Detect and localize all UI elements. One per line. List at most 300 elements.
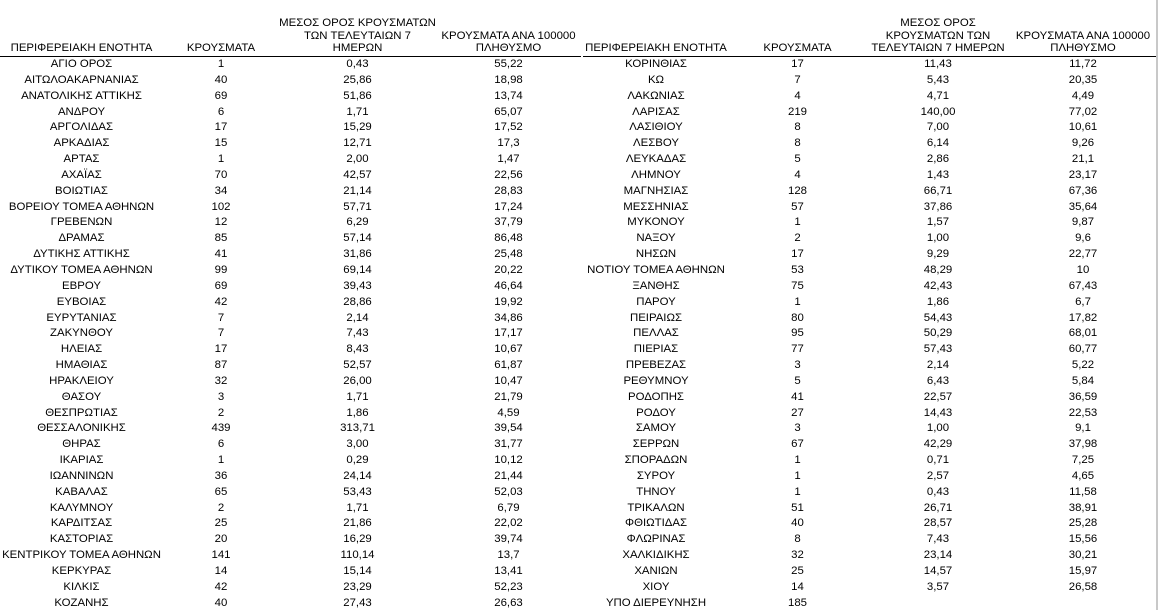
cases-cell: 102 [211,200,231,213]
table-row [0,406,581,422]
region-cell: ΦΛΩΡΙΝΑΣ [626,533,686,546]
region-cell: ΛΕΥΚΑΔΑΣ [625,153,687,166]
avg-7-days-cell: 14,43 [923,406,953,419]
per-100k-cell: 9,6 [1075,232,1091,245]
table-row [0,342,581,358]
per-100k-cell: 9,1 [1075,422,1091,435]
avg-7-days-cell: 1,71 [346,105,369,118]
per-100k-cell: 86,48 [494,232,523,245]
table-row [583,247,1156,263]
per-100k-cell: 13,7 [497,549,520,562]
table-row [0,326,581,342]
cases-cell: 75 [791,279,804,292]
table-row [0,421,581,437]
avg-7-days-cell: 12,71 [343,137,372,150]
table-row [0,200,581,216]
avg-7-days-cell: 7,00 [926,121,950,134]
table-row [0,247,581,263]
table-row [583,342,1156,358]
per-100k-cell: 37,79 [494,216,523,229]
avg-7-days-cell: 6,43 [926,374,950,387]
region-cell: ΔΡΑΜΑΣ [58,232,105,245]
per-100k-cell: 31,77 [494,438,523,451]
region-cell: ΕΒΡΟΥ [62,279,101,292]
region-cell: ΕΥΡΥΤΑΝΙΑΣ [46,311,117,324]
cases-cell: 42 [214,295,228,308]
table-row [583,279,1156,295]
per-100k-cell: 26,58 [1068,580,1098,593]
avg-7-days-cell: 1,00 [926,232,950,245]
table-row [583,516,1156,532]
avg-7-days-cell: 2,14 [346,311,369,324]
table-row [583,532,1156,548]
cases-cell: 3 [794,422,801,435]
cases-cell: 5 [794,153,801,166]
table-row [0,279,581,295]
avg-7-days-cell: 0,43 [346,58,369,70]
avg-7-days-cell [866,596,1010,612]
cases-cell: 439 [211,422,231,435]
cases-cell: 1 [794,454,801,467]
table-row [583,358,1156,374]
header-cases-per-100k: ΚΡΟΥΣΜΑΤΑ ΑΝΑ 100000 ΠΛΗΘΥΣΜΟ [1010,10,1156,57]
table-row [583,596,1156,612]
cases-cell: 67 [791,438,804,451]
table-row [0,564,581,580]
per-100k-cell: 22,77 [1068,248,1098,261]
region-cell: ΒΟΙΩΤΙΑΣ [55,184,108,197]
region-cell: ΑΝΑΤΟΛΙΚΗΣ ΑΤΤΙΚΗΣ [21,89,142,102]
cases-cell: 51 [791,501,804,514]
avg-7-days-cell: 16,29 [343,533,372,546]
table-row [0,120,581,136]
region-cell: ΠΕΛΛΑΣ [633,327,679,340]
table-row [0,105,581,121]
cases-cell: 5 [794,374,801,387]
cases-cell: 7 [217,311,225,324]
table-row [583,453,1156,469]
region-cell: ΧΑΝΙΩΝ [634,565,678,577]
table-row [0,89,581,105]
avg-7-days-cell: 2,00 [346,153,369,166]
avg-7-days-cell: 21,14 [343,184,372,197]
per-100k-cell: 10,61 [1068,121,1098,134]
cases-cell: 1 [217,454,225,467]
table-row [583,263,1156,279]
table-row [0,469,581,485]
region-cell: ΑΡΚΑΔΙΑΣ [53,137,110,150]
table-row [0,374,581,390]
per-100k-cell: 9,87 [1071,216,1095,229]
table-row [583,469,1156,485]
cases-cell: 1 [217,58,225,70]
avg-7-days-cell: 0,71 [926,454,950,467]
avg-7-days-cell: 1,00 [926,422,950,435]
region-cell: ΚΕΡΚΥΡΑΣ [51,565,112,577]
cases-table-left [0,10,581,612]
per-100k-cell [1010,596,1156,612]
cases-cell: 3 [217,390,225,403]
table-header-row [583,10,1156,57]
region-cell: ΝΑΞΟΥ [636,232,676,245]
region-cell: ΜΕΣΣΗΝΙΑΣ [623,200,689,213]
avg-7-days-cell: 4,71 [926,89,950,102]
table-row [583,311,1156,327]
per-100k-cell: 5,22 [1071,359,1095,372]
region-cell: ΛΕΣΒΟΥ [633,137,679,150]
avg-7-days-cell: 26,71 [923,501,953,514]
avg-7-days-cell: 2,14 [926,359,950,372]
cases-cell: 8 [794,533,801,546]
table-row [583,437,1156,453]
region-cell: ΡΕΘΥΜΝΟΥ [623,374,689,387]
per-100k-cell: 21,1 [1071,153,1095,166]
table-row [0,501,581,517]
per-100k-cell: 5,84 [1071,374,1095,387]
region-cell: ΚΑΣΤΟΡΙΑΣ [49,533,114,546]
cases-cell: 41 [214,248,228,261]
region-cell: ΘΕΣΠΡΩΤΙΑΣ [45,406,118,419]
avg-7-days-cell: 42,57 [343,168,372,181]
table-row [0,453,581,469]
per-100k-cell: 10,47 [494,374,523,387]
per-100k-cell: 15,56 [1068,533,1098,546]
per-100k-cell: 17,52 [494,121,523,134]
cases-cell: 2 [794,232,801,245]
avg-7-days-cell: 26,00 [343,374,372,387]
region-cell: ΑΧΑΪΑΣ [61,168,102,181]
avg-7-days-cell: 5,43 [926,73,950,86]
region-cell: ΚΕΝΤΡΙΚΟΥ ΤΟΜΕΑ ΑΘΗΝΩΝ [2,549,161,562]
per-100k-cell: 15,97 [1068,565,1098,577]
avg-7-days-cell: 25,86 [343,73,372,86]
table-row [0,215,581,231]
avg-7-days-cell: 48,29 [923,263,953,276]
per-100k-cell: 11,72 [1069,58,1097,70]
cases-cell: 6 [217,438,225,451]
cases-cell: 128 [787,184,807,197]
avg-7-days-cell: 15,29 [343,121,372,134]
per-100k-cell: 65,07 [494,105,523,118]
table-row [583,231,1156,247]
avg-7-days-cell: 1,43 [926,168,950,181]
cases-cell: 1 [217,153,225,166]
region-cell: ΘΗΡΑΣ [62,438,101,451]
per-100k-cell: 46,64 [494,279,523,292]
header-cases-per-100k: ΚΡΟΥΣΜΑΤΑ ΑΝΑ 100000 ΠΛΗΘΥΣΜΟ [436,10,581,57]
region-cell: ΑΡΤΑΣ [63,153,100,166]
per-100k-cell: 52,23 [494,580,523,593]
table-row [0,580,581,596]
per-100k-cell: 17,17 [494,327,523,340]
region-cell: ΣΥΡΟΥ [636,469,676,482]
per-100k-cell: 18,98 [494,73,523,86]
region-cell: ΠΙΕΡΙΑΣ [633,343,679,356]
avg-7-days-cell: 31,86 [343,248,372,261]
region-cell: ΝΗΣΩΝ [635,248,677,261]
avg-7-days-cell: 110,14 [340,549,375,562]
per-100k-cell: 67,43 [1068,279,1098,292]
cases-cell: 87 [214,359,228,372]
region-cell: ΣΑΜΟΥ [635,422,677,435]
per-100k-cell: 77,02 [1068,105,1098,118]
per-100k-cell: 13,74 [494,89,523,102]
avg-7-days-cell: 42,43 [923,279,953,292]
per-100k-cell: 52,03 [494,485,523,498]
table-row [583,390,1156,406]
cases-cell: 1 [794,295,801,308]
cases-cell: 32 [791,549,804,562]
cases-cell: 95 [791,327,804,340]
region-cell: ΒΟΡΕΙΟΥ ΤΟΜΕΑ ΑΘΗΝΩΝ [8,200,155,213]
per-100k-cell: 30,21 [1068,549,1098,562]
per-100k-cell: 17,3 [497,137,520,150]
avg-7-days-cell: 69,14 [343,263,372,276]
cases-cell: 69 [214,279,228,292]
region-cell: ΛΗΜΝΟΥ [631,168,681,181]
cases-cell: 1 [794,469,801,482]
per-100k-cell: 36,59 [1068,390,1098,403]
cases-cell: 53 [791,263,804,276]
region-cell: ΚΩ [647,73,665,86]
table-row [583,295,1156,311]
per-100k-cell: 22,56 [494,168,523,181]
cases-cell: 25 [214,517,228,530]
per-100k-cell: 10 [1076,263,1090,276]
table-row [0,311,581,327]
cases-table-right [583,10,1156,612]
per-100k-cell: 20,22 [494,263,523,276]
per-100k-cell: 25,28 [1068,517,1098,530]
region-cell: ΓΡΕΒΕΝΩΝ [50,216,113,229]
per-100k-cell: 37,98 [1068,438,1098,451]
cases-cell: 15 [214,137,228,150]
per-100k-cell: 39,54 [494,422,523,435]
avg-7-days-cell: 140,00 [920,105,956,118]
cases-cell: 219 [787,105,807,118]
per-100k-cell: 25,48 [494,248,523,261]
table-row [583,136,1156,152]
avg-7-days-cell: 53,43 [343,485,372,498]
table-row [583,168,1156,184]
table-row [583,564,1156,580]
cases-cell: 2 [217,406,225,419]
avg-7-days-cell: 1,86 [926,295,950,308]
region-cell: ΛΑΚΩΝΙΑΣ [627,89,685,102]
per-100k-cell: 61,87 [494,359,523,372]
avg-7-days-cell: 15,14 [343,565,372,577]
region-cell: ΛΑΡΙΣΑΣ [632,105,680,118]
per-100k-cell: 13,41 [494,565,523,577]
table-row [583,580,1156,596]
avg-7-days-cell: 11,43 [924,58,952,70]
region-cell: ΦΘΙΩΤΙΔΑΣ [625,517,687,530]
region-cell: ΠΡΕΒΕΖΑΣ [625,359,687,372]
cases-cell: 141 [211,549,231,562]
avg-7-days-cell: 28,86 [343,295,372,308]
header-region: ΠΕΡΙΦΕΡΕΙΑΚΗ ΕΝΟΤΗΤΑ [0,10,163,57]
cases-cell: 8 [794,121,801,134]
per-100k-cell: 17,82 [1068,311,1098,324]
table-row [0,184,581,200]
cases-cell: 65 [214,485,228,498]
cases-cell: 185 [787,596,807,609]
region-cell: ΣΕΡΡΩΝ [632,438,680,451]
per-100k-cell: 9,26 [1071,137,1095,150]
per-100k-cell: 28,83 [494,184,523,197]
cases-cell: 57 [791,200,804,213]
per-100k-cell: 22,02 [494,517,523,530]
region-cell: ΥΠΟ ΔΙΕΡΕΥΝΗΣΗ [605,596,707,609]
region-cell: ΔΥΤΙΚΟΥ ΤΟΜΕΑ ΑΘΗΝΩΝ [10,263,153,276]
cases-cell: 4 [794,89,801,102]
per-100k-cell: 67,36 [1068,184,1098,197]
per-100k-cell: 6,7 [1075,295,1091,308]
avg-7-days-cell: 57,43 [923,343,953,356]
region-cell: ΧΑΛΚΙΔΙΚΗΣ [622,549,690,562]
per-100k-cell: 34,86 [494,311,523,324]
table-row [583,406,1156,422]
table-row [583,374,1156,390]
per-100k-cell: 1,47 [497,153,520,166]
header-cases: ΚΡΟΥΣΜΑΤΑ [729,10,866,57]
region-cell: ΖΑΚΥΝΘΟΥ [50,327,113,340]
avg-7-days-cell: 7,43 [346,327,369,340]
header-region: ΠΕΡΙΦΕΡΕΙΑΚΗ ΕΝΟΤΗΤΑ [583,10,729,57]
region-cell: ΗΡΑΚΛΕΙΟΥ [49,374,114,387]
avg-7-days-cell: 6,14 [926,137,950,150]
avg-7-days-cell: 1,57 [926,216,950,229]
avg-7-days-cell: 2,57 [926,469,950,482]
table-row [0,263,581,279]
region-cell: ΚΑΒΑΛΑΣ [55,485,108,498]
avg-7-days-cell: 28,57 [923,517,953,530]
per-100k-cell: 35,64 [1068,200,1098,213]
per-100k-cell: 11,58 [1069,485,1097,498]
region-cell: ΑΡΓΟΛΙΔΑΣ [49,121,114,134]
cases-cell: 14 [214,565,228,577]
cases-cell: 17 [214,343,228,356]
table-row [0,295,581,311]
cases-cell: 17 [791,58,804,70]
cases-cell: 69 [214,89,228,102]
cases-cell: 2 [217,501,225,514]
table-row [583,215,1156,231]
avg-7-days-cell: 0,29 [346,454,369,467]
avg-7-days-cell: 21,86 [343,517,372,530]
region-cell: ΑΙΤΩΛΟΑΚΑΡΝΑΝΙΑΣ [24,73,139,86]
per-100k-cell: 6,79 [497,501,520,514]
cases-cell: 34 [214,184,228,197]
per-100k-cell: 38,91 [1068,501,1098,514]
region-cell: ΚΙΛΚΙΣ [63,580,100,593]
region-cell: ΗΛΕΙΑΣ [60,343,103,356]
cases-cell: 99 [214,263,228,276]
table-row [0,73,581,89]
region-cell: ΜΥΚΟΝΟΥ [627,216,685,229]
cases-cell: 3 [794,359,801,372]
avg-7-days-cell: 3,57 [926,580,950,593]
table-row [0,485,581,501]
avg-7-days-cell: 313,71 [340,422,375,435]
avg-7-days-cell: 24,14 [343,469,372,482]
table-row [0,358,581,374]
cases-cell: 27 [791,406,804,419]
table-row [583,120,1156,136]
avg-7-days-cell: 37,86 [923,200,953,213]
region-cell: ΚΑΛΥΜΝΟΥ [49,501,114,514]
per-100k-cell: 68,01 [1068,327,1098,340]
cases-cell: 8 [794,137,801,150]
per-100k-cell: 4,49 [1071,89,1095,102]
region-cell: ΠΑΡΟΥ [636,295,676,308]
cases-cell: 36 [214,469,228,482]
region-cell: ΕΥΒΟΙΑΣ [56,295,107,308]
per-100k-cell: 21,44 [494,469,523,482]
avg-7-days-cell: 23,29 [343,580,372,593]
region-cell: ΡΟΔΟΠΗΣ [628,390,684,403]
per-100k-cell: 55,22 [494,58,523,70]
table-row [583,501,1156,517]
cases-cell: 17 [791,248,804,261]
cases-cell: 70 [214,168,228,181]
avg-7-days-cell: 50,29 [923,327,953,340]
per-100k-cell: 4,59 [497,406,520,419]
avg-7-days-cell: 57,71 [343,200,372,213]
avg-7-days-cell: 3,00 [346,438,369,451]
table-row [583,73,1156,89]
cases-cell: 4 [794,168,801,181]
table-row [0,136,581,152]
cases-cell: 7 [794,73,801,86]
avg-7-days-cell: 6,29 [346,216,369,229]
cases-cell: 80 [791,311,804,324]
per-100k-cell: 23,17 [1068,168,1098,181]
region-cell: ΑΓΙΟ ΟΡΟΣ [50,58,113,70]
table-row [583,57,1156,73]
table-row [583,421,1156,437]
table-row [583,326,1156,342]
region-cell: ΣΠΟΡΑΔΩΝ [624,454,688,467]
per-100k-cell: 22,53 [1068,406,1098,419]
per-100k-cell: 21,79 [494,390,523,403]
table-row [0,548,581,564]
per-100k-cell: 10,67 [494,343,523,356]
avg-7-days-cell: 52,57 [343,359,372,372]
avg-7-days-cell: 27,43 [343,596,372,609]
avg-7-days-cell: 22,57 [923,390,953,403]
per-100k-cell: 39,74 [494,533,523,546]
header-avg-7-days: ΜΕΣΟΣ ΟΡΟΣ ΚΡΟΥΣΜΑΤΩΝ ΤΩΝ ΤΕΛΕΥΤΑΙΩΝ 7 ΗΜΕΡΩΝ [866,10,1010,57]
region-cell: ΡΟΔΟΥ [636,406,676,419]
avg-7-days-cell: 1,86 [346,406,369,419]
cases-cell: 40 [791,517,804,530]
region-cell: ΙΩΑΝΝΙΝΩΝ [49,469,114,482]
table-row [583,152,1156,168]
region-cell: ΧΙΟΥ [642,580,670,593]
table-row [0,231,581,247]
per-100k-cell: 7,25 [1071,454,1095,467]
region-cell: ΞΑΝΘΗΣ [632,279,680,292]
avg-7-days-cell: 51,86 [343,89,372,102]
table-header-row [0,10,581,57]
avg-7-days-cell: 39,43 [343,279,372,292]
region-cell: ΚΑΡΔΙΤΣΑΣ [50,517,113,530]
region-cell: ΔΥΤΙΚΗΣ ΑΤΤΙΚΗΣ [33,248,130,261]
cases-cell: 7 [217,327,225,340]
table-row [0,516,581,532]
cases-cell: 41 [791,390,804,403]
